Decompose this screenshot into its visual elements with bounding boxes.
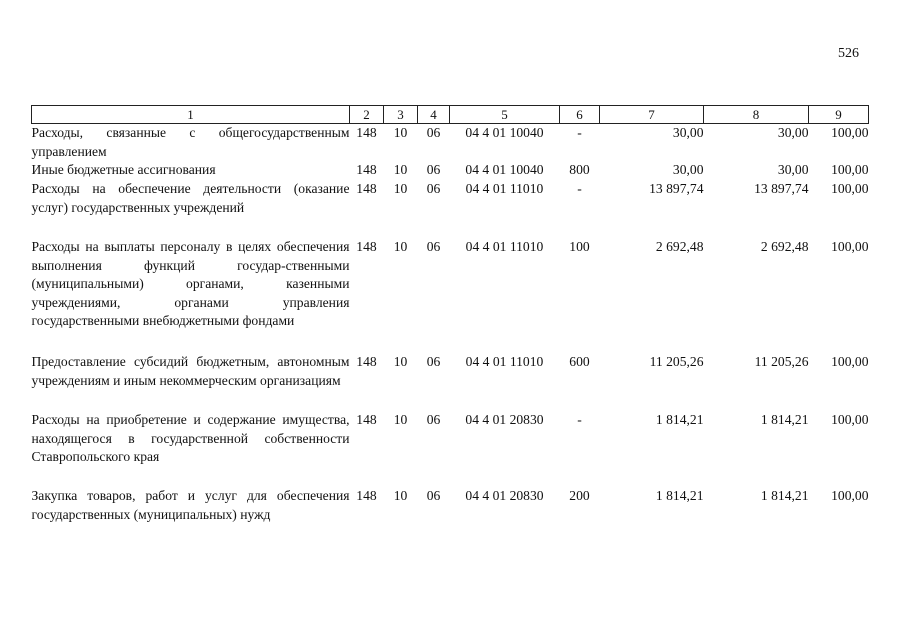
execution-percent: 100,00 <box>831 162 869 177</box>
header-cell: 8 <box>704 106 809 124</box>
expense-type-code: 800 <box>569 162 590 177</box>
header-cell: 1 <box>32 106 350 124</box>
target-article-code: 04 4 01 11010 <box>465 354 544 369</box>
expense-type-code: - <box>577 125 582 140</box>
budget-table <box>31 105 869 525</box>
execution-percent: 100,00 <box>831 239 869 254</box>
execution-percent: 100,00 <box>831 181 869 196</box>
executed-amount: 1 814,21 <box>760 488 809 503</box>
subsection-code: 06 <box>426 162 441 177</box>
header-cell: 7 <box>600 106 704 124</box>
expense-type-code: 200 <box>569 488 590 503</box>
target-article-code: 04 4 01 20830 <box>465 488 544 503</box>
section-code: 10 <box>393 354 408 369</box>
planned-amount: 13 897,74 <box>649 181 704 196</box>
header-row <box>32 106 869 124</box>
header-cell: 9 <box>809 106 869 124</box>
expense-description: Расходы на выплаты персоналу в целях обеспечения выполнения функций государ-ственными (муниципальными) органами, казенными учреждениями, органами управления государственными внебюджетными фондами <box>31 239 350 328</box>
expense-description: Иные бюджетные ассигнования <box>31 162 216 177</box>
header-cell: 6 <box>560 106 600 124</box>
expense-type-code: - <box>577 181 582 196</box>
table-row <box>32 161 869 180</box>
subsection-code: 06 <box>426 488 441 503</box>
table-row <box>32 238 869 353</box>
subsection-code: 06 <box>426 181 441 196</box>
planned-amount: 1 814,21 <box>655 488 704 503</box>
section-code: 10 <box>393 239 408 254</box>
header-cell: 4 <box>418 106 450 124</box>
execution-percent: 100,00 <box>831 354 869 369</box>
expense-description: Расходы на приобретение и содержание имущества, находящегося в государственной собственности Ставропольского края <box>31 412 350 464</box>
target-article-code: 04 4 01 11010 <box>465 181 544 196</box>
expense-description: Расходы на обеспечение деятельности (оказание услуг) государственных учреждений <box>31 181 350 215</box>
ministry-code: 148 <box>356 239 377 254</box>
section-code: 10 <box>393 181 408 196</box>
ministry-code: 148 <box>356 181 377 196</box>
target-article-code: 04 4 01 20830 <box>465 412 544 427</box>
planned-amount: 11 205,26 <box>649 354 704 369</box>
subsection-code: 06 <box>426 125 441 140</box>
executed-amount: 11 205,26 <box>754 354 809 369</box>
table-row <box>32 411 869 487</box>
ministry-code: 148 <box>356 125 377 140</box>
subsection-code: 06 <box>426 239 441 254</box>
planned-amount: 2 692,48 <box>655 239 704 254</box>
section-code: 10 <box>393 488 408 503</box>
table-row <box>32 124 869 162</box>
ministry-code: 148 <box>356 162 377 177</box>
executed-amount: 1 814,21 <box>760 412 809 427</box>
table-row <box>32 353 869 411</box>
header-cell: 3 <box>384 106 418 124</box>
expense-description: Предоставление субсидий бюджетным, автономным учреждениям и иным некоммерческим организациям <box>31 354 350 388</box>
ministry-code: 148 <box>356 354 377 369</box>
execution-percent: 100,00 <box>831 412 869 427</box>
table-row <box>32 487 869 525</box>
target-article-code: 04 4 01 10040 <box>465 162 544 177</box>
header-cell: 2 <box>350 106 384 124</box>
planned-amount: 30,00 <box>672 125 704 140</box>
executed-amount: 13 897,74 <box>754 181 809 196</box>
executed-amount: 30,00 <box>777 162 809 177</box>
section-code: 10 <box>393 125 408 140</box>
executed-amount: 30,00 <box>777 125 809 140</box>
planned-amount: 1 814,21 <box>655 412 704 427</box>
page-number: 526 <box>838 46 859 61</box>
execution-percent: 100,00 <box>831 125 869 140</box>
execution-percent: 100,00 <box>831 488 869 503</box>
expense-description: Закупка товаров, работ и услуг для обеспечения государственных (муниципальных) нужд <box>31 488 350 522</box>
executed-amount: 2 692,48 <box>760 239 809 254</box>
planned-amount: 30,00 <box>672 162 704 177</box>
header-cell: 5 <box>450 106 560 124</box>
subsection-code: 06 <box>426 412 441 427</box>
expense-type-code: 100 <box>569 239 590 254</box>
expense-type-code: 600 <box>569 354 590 369</box>
ministry-code: 148 <box>356 412 377 427</box>
section-code: 10 <box>393 412 408 427</box>
target-article-code: 04 4 01 10040 <box>465 125 544 140</box>
target-article-code: 04 4 01 11010 <box>465 239 544 254</box>
ministry-code: 148 <box>356 488 377 503</box>
table-row <box>32 180 869 238</box>
subsection-code: 06 <box>426 354 441 369</box>
expense-type-code: - <box>577 412 582 427</box>
expense-description: Расходы, связанные с общегосударственным управлением <box>31 125 350 159</box>
section-code: 10 <box>393 162 408 177</box>
